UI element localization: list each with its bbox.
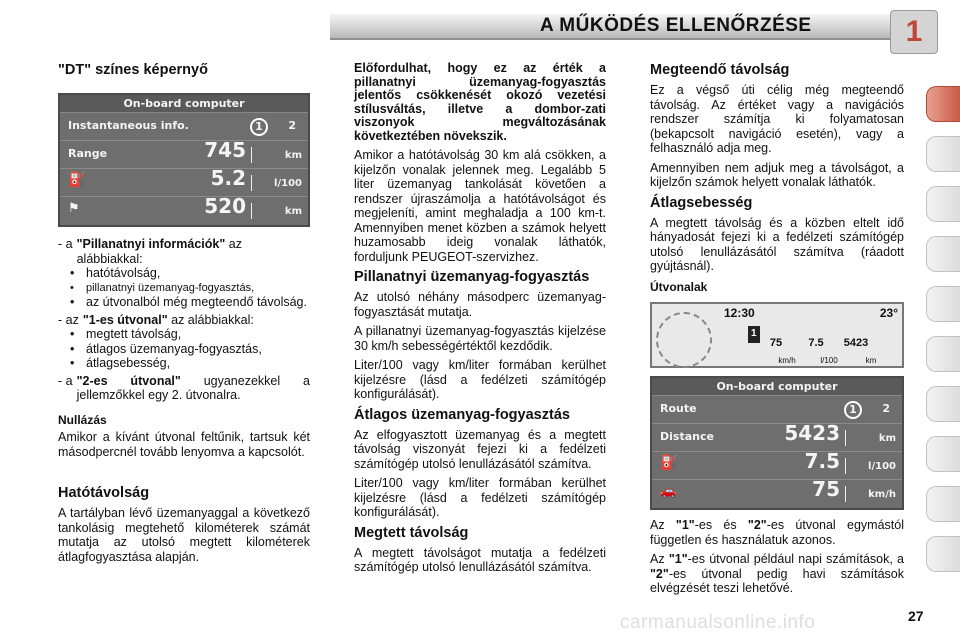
trip-unit: l/100 bbox=[820, 356, 838, 365]
text-bold: "2" bbox=[747, 518, 767, 532]
chapter-tab[interactable] bbox=[926, 286, 960, 322]
chapter-tab[interactable] bbox=[926, 436, 960, 472]
text: Az bbox=[650, 552, 665, 566]
list-dash: - a bbox=[58, 373, 73, 388]
clock-screen bbox=[650, 302, 904, 368]
chapter-tab[interactable] bbox=[926, 186, 960, 222]
reset-text: Amikor a kívánt útvonal feltűnik, tartsuk két másodpercnél tovább lenyomva a kapcsolót. bbox=[58, 430, 310, 459]
screen-unit: l/100 bbox=[868, 461, 896, 472]
separator bbox=[845, 430, 846, 446]
trip-values bbox=[756, 336, 876, 351]
text-bold: "1" bbox=[668, 552, 688, 566]
bullet-item bbox=[58, 342, 310, 357]
screen-row-range bbox=[60, 138, 308, 169]
bullet-item bbox=[58, 356, 310, 371]
screen-label: Route bbox=[660, 402, 697, 415]
screen-row-consumption bbox=[60, 166, 308, 197]
route-2-indicator: 2 bbox=[882, 402, 890, 415]
separator bbox=[251, 175, 252, 191]
instant-consumption-text-1: Az utolsó néhány másodperc üzemanyag-fogyasztását mutatja. bbox=[354, 290, 606, 319]
screen-label: Range bbox=[68, 147, 108, 160]
screen-value: 745 bbox=[204, 138, 246, 162]
bullet-item bbox=[58, 295, 310, 310]
outside-temperature: 23° bbox=[879, 306, 898, 320]
section-title-reset: Nullázás bbox=[58, 412, 107, 427]
chapter-tab[interactable] bbox=[926, 236, 960, 272]
distance-travelled-text: A megtett távolságot mutatja a fedélzeti számítógép utolsó lenullázásától számítva. bbox=[354, 545, 606, 574]
section-title-distance-travelled: Megtett távolság bbox=[354, 524, 469, 541]
info-list-route-2 bbox=[58, 374, 310, 403]
onboard-screen-instant bbox=[58, 93, 310, 227]
average-speed-text: A megtett távolság és a közben eltelt idő hányadosát fejezi ki a fedélzeti számítógép utolsó lenullázásától számítva (ráadott gyújtásnál). bbox=[650, 215, 904, 273]
screen-header: On-board computer bbox=[60, 95, 308, 113]
screen-row-instant bbox=[60, 113, 308, 141]
chapter-tab[interactable] bbox=[926, 136, 960, 172]
fuel-pump-icon: ⛽ bbox=[68, 172, 86, 188]
car-icon: 🚗 bbox=[660, 484, 677, 499]
chapter-tab[interactable] bbox=[926, 486, 960, 522]
list-item-bold: "Pillanatnyi információk" bbox=[76, 237, 226, 251]
trip-distance: 5423 bbox=[843, 337, 869, 349]
bullet-text: pillanatnyi üzemanyag-fogyasztás, bbox=[86, 281, 255, 294]
range-warning-text: Amikor a hatótávolság 30 km alá csökken, a kijelzőn vonalak jelennek meg. Legalább 5 liter üzemanyag tankolását követően a rendszer újraszámolja a hatótávolságot és megjeleníti, amint meghaladja a 100 km-t. Amennyiben menet közben a számok helyett huzamosabb ideig vonalak láthatók, forduljunk PEUGEOT-szervizhez. bbox=[354, 148, 606, 264]
section-title-average-consumption: Átlagos üzemanyag-fogyasztás bbox=[354, 406, 570, 423]
trip-consumption: 7.5 bbox=[808, 337, 824, 349]
routes-text-1 bbox=[650, 518, 904, 547]
column-1 bbox=[58, 62, 310, 569]
clock-dial-icon bbox=[656, 312, 712, 368]
chapter-number: 1 bbox=[905, 15, 923, 48]
page-number: 27 bbox=[908, 608, 924, 624]
chapter-tab[interactable] bbox=[926, 336, 960, 372]
list-item-bold: "2-es útvonal" bbox=[76, 373, 181, 388]
trip-unit: km bbox=[865, 356, 877, 365]
route-indicator: 1 bbox=[748, 326, 760, 343]
flag-icon: ⚑ bbox=[68, 201, 80, 216]
screen-row-route bbox=[652, 396, 902, 424]
section-title-routes: Útvonalak bbox=[650, 279, 708, 294]
section-title-remaining-distance: Megteendő távolság bbox=[650, 62, 790, 78]
routes-text-2 bbox=[650, 552, 904, 596]
bullet-dot: • bbox=[70, 341, 75, 356]
onboard-screen-route bbox=[650, 376, 904, 510]
list-item bbox=[58, 313, 310, 328]
list-dash: - a bbox=[58, 237, 73, 251]
list-item-text: az alábbiakkal: bbox=[171, 312, 254, 327]
bullet-item bbox=[58, 281, 310, 296]
route-1-indicator: 1 bbox=[250, 118, 268, 136]
page-header bbox=[0, 0, 960, 50]
bullet-text: átlagos üzemanyag-fogyasztás, bbox=[86, 341, 262, 356]
page-title: A MŰKÖDÉS ELLENŐRZÉSE bbox=[540, 15, 812, 36]
screen-row-consumption bbox=[652, 449, 902, 480]
trip-units bbox=[766, 354, 892, 369]
screen-value: 7.5 bbox=[804, 449, 840, 473]
bullet-dot: • bbox=[70, 356, 75, 370]
trip-speed: 75 bbox=[769, 337, 783, 349]
text-bold: "2" bbox=[650, 566, 669, 581]
text-bold: "1" bbox=[675, 518, 695, 532]
instant-consumption-text-2: A pillanatnyi üzemanyag-fogyasztás kijelzése 30 km/h sebességértéktől kezdődik. bbox=[354, 324, 606, 353]
fuel-pump-icon: ⛽ bbox=[660, 455, 678, 471]
average-consumption-text-2: Liter/100 vagy km/liter formában kerülhet kijelzésre (lásd a fedélzeti számítógép konfigurálását). bbox=[354, 476, 606, 519]
screen-label: Instantaneous info. bbox=[68, 119, 189, 132]
list-item bbox=[58, 374, 310, 403]
range-text: A tartályban lévő üzemanyaggal a következő tankolásig megtehető kilométerek számát mutatja az utolsó megtett kilométerek átlagfogyasztása alapján. bbox=[58, 506, 310, 564]
chapter-tab[interactable] bbox=[926, 536, 960, 572]
average-consumption-text-1: Az elfogyasztott üzemanyag és a megtett távolság viszonyát fejezi ki a fedélzeti számítógép utolsó lenullázásától számítva. bbox=[354, 427, 606, 471]
route-2-indicator: 2 bbox=[288, 119, 296, 132]
chapter-tab[interactable] bbox=[926, 386, 960, 422]
screen-label: Distance bbox=[660, 430, 714, 443]
section-title-range: Hatótávolság bbox=[58, 485, 150, 501]
text: Az bbox=[650, 518, 665, 532]
info-list-instant bbox=[58, 237, 310, 310]
screen-unit: km/h bbox=[868, 489, 896, 500]
list-item bbox=[58, 237, 310, 266]
screen-value: 5.2 bbox=[210, 166, 246, 190]
info-list-route-1 bbox=[58, 313, 310, 371]
section-title-instant-consumption: Pillanatnyi üzemanyag-fogyasztás bbox=[354, 269, 590, 285]
bullet-dot: • bbox=[70, 327, 75, 341]
text: -es útvonal egymástól független és használatuk azonos. bbox=[650, 518, 904, 547]
bullet-text: átlagsebesség, bbox=[86, 356, 171, 370]
clock-time: 12:30 bbox=[724, 306, 755, 320]
separator bbox=[845, 486, 846, 502]
chapter-tab-active[interactable] bbox=[926, 86, 960, 122]
screen-value: 75 bbox=[812, 477, 840, 501]
watermark: carmanualsonline.info bbox=[620, 612, 816, 633]
screen-row-speed bbox=[652, 477, 902, 508]
text: -es útvonal pedig havi számítások elvégzését teszi lehetővé. bbox=[650, 566, 904, 595]
separator bbox=[251, 147, 252, 163]
bullet-dot: • bbox=[70, 266, 75, 280]
remaining-distance-text-2: Amennyiben nem adjuk meg a távolságot, a kijelzőn számok helyett vonalak láthatók. bbox=[650, 160, 904, 189]
text: -es és bbox=[694, 518, 737, 532]
instant-consumption-text-3: Liter/100 vagy km/liter formában kerülhet kijelzésre (lásd a fedélzeti számítógép konfigurálását). bbox=[354, 358, 606, 401]
bullet-dot: • bbox=[70, 281, 74, 294]
screen-header: On-board computer bbox=[652, 378, 902, 396]
section-title-dt-screen: "DT" színes képernyő bbox=[58, 62, 208, 78]
list-dash: - az bbox=[58, 312, 79, 327]
list-item-text: az alábbiakkal: bbox=[76, 237, 242, 266]
screen-unit: km bbox=[284, 150, 302, 161]
screen-row-remaining bbox=[60, 194, 308, 225]
column-3 bbox=[650, 62, 904, 601]
screen-value: 5423 bbox=[784, 421, 840, 445]
bullet-item bbox=[58, 266, 310, 281]
screen-value: 520 bbox=[204, 194, 246, 218]
range-note: Előfordulhat, hogy ez az érték a pillanatnyi üzemanyag-fogyasztás jelentős csökkenését okozó vezetési stílusváltás, illetve a dombor-zati viszonyok megváltozásának következtében növekszik. bbox=[354, 61, 606, 143]
section-title-average-speed: Átlagsebesség bbox=[650, 194, 753, 211]
separator bbox=[845, 458, 846, 474]
screen-unit: km bbox=[284, 206, 302, 217]
list-item-bold: "1-es útvonal" bbox=[82, 312, 168, 327]
chapter-badge bbox=[890, 10, 938, 54]
screen-unit: l/100 bbox=[274, 178, 302, 189]
bullet-item bbox=[58, 327, 310, 342]
bullet-text: az útvonalból még megteendő távolság. bbox=[86, 295, 307, 309]
column-2 bbox=[354, 62, 606, 580]
trip-unit: km/h bbox=[778, 356, 796, 365]
chapter-tabs bbox=[926, 66, 960, 626]
bullet-text: hatótávolság, bbox=[86, 266, 161, 280]
route-1-indicator: 1 bbox=[844, 401, 862, 419]
bullet-text: megtett távolság, bbox=[86, 327, 182, 341]
screen-row-distance bbox=[652, 421, 902, 452]
bullet-dot: • bbox=[70, 295, 75, 309]
separator bbox=[251, 203, 252, 219]
remaining-distance-text-1: Ez a végső úti célig még megteendő távolság. Az értéket vagy a navigációs rendszer számítja ki folyamatosan (bekapcsolt navigáció esetén), vagy a felhasználó adja meg. bbox=[650, 83, 904, 155]
text: -es útvonal például napi számítások, a bbox=[687, 552, 904, 566]
screen-unit: km bbox=[878, 433, 896, 444]
list-item-text: ugyanezekkel a jellemzőkkel egy 2. útvonalra. bbox=[76, 373, 310, 402]
